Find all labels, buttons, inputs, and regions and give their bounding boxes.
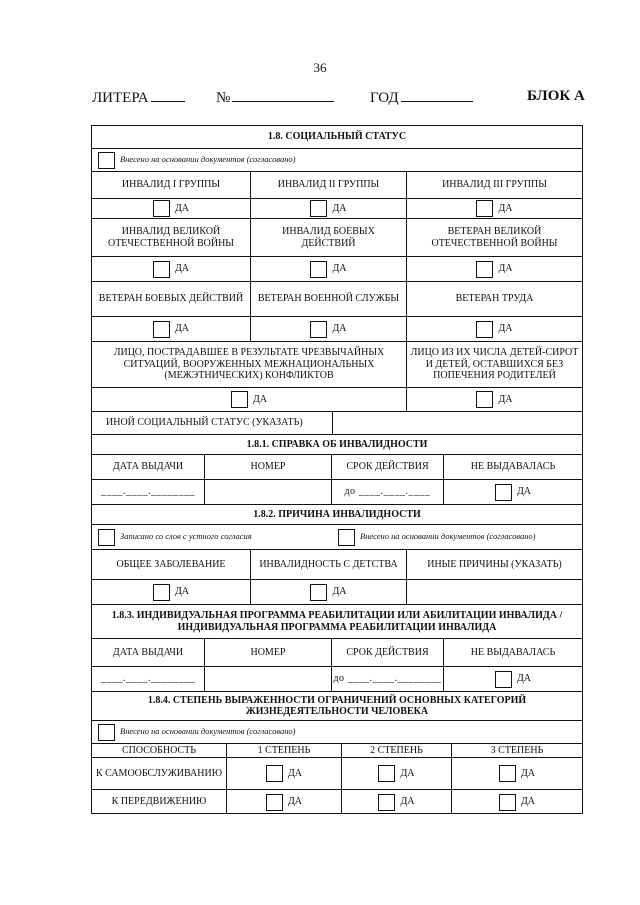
yes-label: ДА — [498, 323, 513, 335]
oral-consent-checkbox[interactable] — [98, 529, 115, 546]
number-input[interactable] — [232, 88, 334, 102]
self-care-deg1 — [226, 758, 341, 789]
cause-yes-row — [92, 579, 582, 604]
certificate-header-row — [92, 454, 582, 479]
degree-2-label: 2 СТЕПЕНЬ — [341, 744, 451, 757]
veterans-disabled-yes-row — [92, 256, 582, 281]
yes-label: ДА — [520, 767, 536, 779]
inv3-checkbox[interactable] — [476, 200, 493, 217]
vov-vet-option — [406, 257, 582, 281]
yes-label: ДА — [287, 796, 303, 808]
documents-note-text: Внесено на основании документов (согласовано) — [120, 726, 296, 737]
degree-3-label: 3 СТЕПЕНЬ — [451, 744, 582, 757]
yes-label: ДА — [498, 202, 513, 214]
movement-label: К ПЕРЕДВИЖЕНИЮ — [111, 796, 207, 808]
self-care-deg1-checkbox[interactable] — [266, 765, 283, 782]
orphan-label: ЛИЦО ИЗ ИХ ЧИСЛА ДЕТЕЙ-СИРОТ И ДЕТЕЙ, ОСТАВШИХСЯ БЕЗ ПОПЕЧЕНИЯ РОДИТЕЛЕЙ — [406, 342, 582, 387]
trud-vet-option — [406, 317, 582, 341]
special-status-yes-row — [92, 387, 582, 411]
block-label: БЛОК А — [527, 88, 585, 104]
date-issued-label: ДАТА ВЫДАЧИ — [112, 646, 184, 658]
page-number: 36 — [313, 60, 327, 75]
boev-inv-option — [250, 257, 406, 281]
date-issued-input[interactable]: ____.____.________ — [101, 486, 195, 498]
other-status-row — [92, 411, 582, 434]
movement-deg2-checkbox[interactable] — [378, 794, 395, 811]
oral-consent-text: Записано со слов с устного согласия — [120, 531, 252, 542]
documents-note — [92, 149, 582, 171]
not-issued-option — [443, 667, 582, 691]
voen-vet-label: ВЕТЕРАН ВОЕННОЙ СЛУЖБЫ — [250, 282, 406, 316]
degrees-header-row — [92, 743, 582, 757]
do-label: до — [333, 673, 345, 685]
number-input[interactable] — [204, 480, 331, 504]
documents-checkbox[interactable] — [98, 724, 115, 741]
documents-checkbox[interactable] — [338, 529, 355, 546]
self-care-deg2-checkbox[interactable] — [378, 765, 395, 782]
ipra-values-row — [92, 666, 582, 691]
yes-label: ДА — [332, 586, 347, 598]
documents-note-text: Внесено на основании документов (согласовано) — [360, 531, 536, 542]
movement-deg3-checkbox[interactable] — [499, 794, 516, 811]
self-care-label: К САМООБСЛУЖИВАНИЮ — [95, 767, 223, 779]
do-blank: ____.____.________ — [347, 673, 442, 685]
vov-vet-label: ВЕТЕРАН ВЕЛИКОЙ ОТЕЧЕСТВЕННОЙ ВОЙНЫ — [406, 219, 582, 256]
yes-label: ДА — [516, 486, 532, 498]
not-issued-label: НЕ ВЫДАВАЛАСЬ — [443, 455, 582, 479]
movement-deg1-checkbox[interactable] — [266, 794, 283, 811]
orphan-option — [406, 388, 582, 411]
year-label: ГОД — [370, 90, 399, 106]
yes-label: ДА — [174, 202, 190, 214]
inv2-label: ИНВАЛИД II ГРУППЫ — [250, 172, 406, 198]
form-header — [92, 88, 584, 112]
ipra-header-row — [92, 638, 582, 666]
degree-1-label: 1 СТЕПЕНЬ — [226, 744, 341, 757]
veterans-yes-row — [92, 316, 582, 341]
date-issued-input[interactable]: ____.____.________ — [101, 673, 195, 685]
general-disease-label: ОБЩЕЕ ЗАБОЛЕВАНИЕ — [116, 558, 226, 570]
ability-label: СПОСОБНОСТЬ — [122, 744, 196, 756]
number-input[interactable] — [204, 667, 331, 691]
special-status-row — [92, 341, 582, 387]
section-1-8-3-header — [92, 604, 582, 638]
yes-label: ДА — [332, 202, 347, 214]
validity-label: СРОК ДЕЙСТВИЯ — [331, 455, 443, 479]
yes-label: ДА — [498, 263, 513, 275]
number-label: НОМЕР — [204, 639, 331, 666]
cause-labels-row — [92, 549, 582, 579]
inv1-option — [92, 199, 250, 218]
yes-label: ДА — [287, 767, 303, 779]
vov-inv-label: ИНВАЛИД ВЕЛИКОЙ ОТЕЧЕСТВЕННОЙ ВОЙНЫ — [107, 226, 235, 249]
section-1-8-header — [92, 126, 582, 148]
year-input[interactable] — [401, 88, 473, 102]
boev-vet-checkbox[interactable] — [153, 321, 170, 338]
documents-note — [332, 525, 582, 549]
self-care-deg3 — [451, 758, 582, 789]
movement-deg3 — [451, 790, 582, 814]
social-status-form — [91, 125, 583, 814]
self-care-deg3-checkbox[interactable] — [499, 765, 516, 782]
voen-vet-checkbox[interactable] — [310, 321, 327, 338]
year-field — [370, 88, 473, 107]
number-field — [216, 88, 334, 107]
section-1-8-4-note — [92, 720, 582, 743]
litera-field — [92, 88, 185, 107]
vov-inv-checkbox[interactable] — [153, 261, 170, 278]
number-label: НОМЕР — [204, 455, 331, 479]
inv2-option — [250, 199, 406, 218]
yes-label: ДА — [332, 263, 347, 275]
trud-vet-checkbox[interactable] — [476, 321, 493, 338]
oral-consent-note — [92, 525, 332, 549]
section-1-8-2-header — [92, 504, 582, 524]
vov-vet-checkbox[interactable] — [476, 261, 493, 278]
yes-label: ДА — [400, 796, 415, 808]
emergency-option — [92, 388, 406, 411]
inv3-label: ИНВАЛИД III ГРУППЫ — [406, 172, 582, 198]
yes-label: ДА — [520, 796, 536, 808]
yes-label: ДА — [498, 393, 513, 405]
boev-vet-label: ВЕТЕРАН БОЕВЫХ ДЕЙСТВИЙ — [98, 293, 244, 305]
general-disease-option — [92, 580, 250, 604]
self-care-deg2 — [341, 758, 451, 789]
other-status-input[interactable] — [332, 412, 582, 434]
veterans-disabled-row — [92, 218, 582, 256]
veterans-row — [92, 281, 582, 316]
section-title: 1.8.1. СПРАВКА ОБ ИНВАЛИДНОСТИ — [246, 438, 428, 450]
other-causes-label: ИНЫЕ ПРИЧИНЫ (УКАЗАТЬ) — [406, 550, 582, 579]
yes-label: ДА — [400, 767, 415, 779]
litera-input[interactable] — [151, 88, 185, 102]
orphan-checkbox[interactable] — [476, 391, 493, 408]
voen-vet-option — [250, 317, 406, 341]
boev-inv-label: ИНВАЛИД БОЕВЫХ ДЕЙСТВИЙ — [250, 219, 406, 256]
date-issued-label: ДАТА ВЫДАЧИ — [112, 461, 184, 473]
section-1-8-1-header — [92, 434, 582, 454]
do-label: до — [344, 486, 356, 498]
section-title: 1.8.4. СТЕПЕНЬ ВЫРАЖЕННОСТИ ОГРАНИЧЕНИЙ ОСНОВНЫХ КАТЕГОРИЙ ЖИЗНЕДЕЯТЕЛЬНОСТИ ЧЕЛОВЕКА — [147, 694, 527, 717]
not-issued-checkbox[interactable] — [495, 484, 512, 501]
other-status-label: ИНОЙ СОЦИАЛЬНЫЙ СТАТУС (УКАЗАТЬ) — [106, 417, 303, 429]
boev-vet-option — [92, 317, 250, 341]
validity-label: СРОК ДЕЙСТВИЯ — [331, 639, 443, 666]
yes-label: ДА — [174, 586, 190, 598]
yes-label: ДА — [252, 393, 268, 405]
childhood-checkbox[interactable] — [310, 584, 327, 601]
movement-row — [92, 789, 582, 814]
boev-inv-checkbox[interactable] — [310, 261, 327, 278]
yes-label: ДА — [516, 673, 532, 685]
general-disease-checkbox[interactable] — [153, 584, 170, 601]
vov-inv-option — [92, 257, 250, 281]
do-blank: ____.____.____ — [358, 486, 431, 498]
disability-groups-row — [92, 171, 582, 198]
cause-note-row — [92, 524, 582, 549]
movement-deg2 — [341, 790, 451, 814]
documents-checkbox[interactable] — [98, 152, 115, 169]
childhood-label: ИНВАЛИДНОСТЬ С ДЕТСТВА — [250, 550, 406, 579]
inv3-option — [406, 199, 582, 218]
yes-label: ДА — [174, 263, 190, 275]
number-label: № — [216, 90, 231, 106]
self-care-row — [92, 757, 582, 789]
other-causes-input[interactable] — [406, 580, 582, 604]
inv2-checkbox[interactable] — [310, 200, 327, 217]
documents-note — [92, 721, 582, 743]
validity-input[interactable] — [331, 667, 443, 691]
section-title: 1.8.2. ПРИЧИНА ИНВАЛИДНОСТИ — [253, 508, 421, 520]
inv1-checkbox[interactable] — [153, 200, 170, 217]
yes-label: ДА — [174, 323, 190, 335]
litera-label: ЛИТЕРА — [92, 90, 149, 106]
section-title: 1.8. СОЦИАЛЬНЫЙ СТАТУС — [267, 131, 407, 143]
certificate-values-row — [92, 479, 582, 504]
section-title: 1.8.3. ИНДИВИДУАЛЬНАЯ ПРОГРАММА РЕАБИЛИТАЦИИ ИЛИ АБИЛИТАЦИИ ИНВАЛИДА / ИНДИВИДУАЛЬНАЯ ПРОГРАММА РЕАБИЛИТАЦИИ ИНВАЛИДА — [111, 610, 563, 633]
emergency-label: ЛИЦО, ПОСТРАДАВШЕЕ В РЕЗУЛЬТАТЕ ЧРЕЗВЫЧАЙНЫХ СИТУАЦИЙ, ВООРУЖЕННЫХ МЕЖНАЦИОНАЛЬНЫХ (МЕЖЭТНИЧЕСКИХ) КОНФЛИКТОВ — [113, 347, 385, 382]
documents-note-text: Внесено на основании документов (согласовано) — [120, 154, 296, 165]
inv1-label: ИНВАЛИД I ГРУППЫ — [121, 179, 221, 191]
emergency-checkbox[interactable] — [231, 391, 248, 408]
not-issued-label: НЕ ВЫДАВАЛАСЬ — [443, 639, 582, 666]
movement-deg1 — [226, 790, 341, 814]
childhood-option — [250, 580, 406, 604]
section-1-8-4-header — [92, 691, 582, 720]
not-issued-checkbox[interactable] — [495, 671, 512, 688]
section-1-8-note — [92, 148, 582, 171]
validity-input[interactable] — [331, 480, 443, 504]
disability-groups-yes-row — [92, 198, 582, 218]
trud-vet-label: ВЕТЕРАН ТРУДА — [406, 282, 582, 316]
yes-label: ДА — [332, 323, 347, 335]
not-issued-option — [443, 480, 582, 504]
